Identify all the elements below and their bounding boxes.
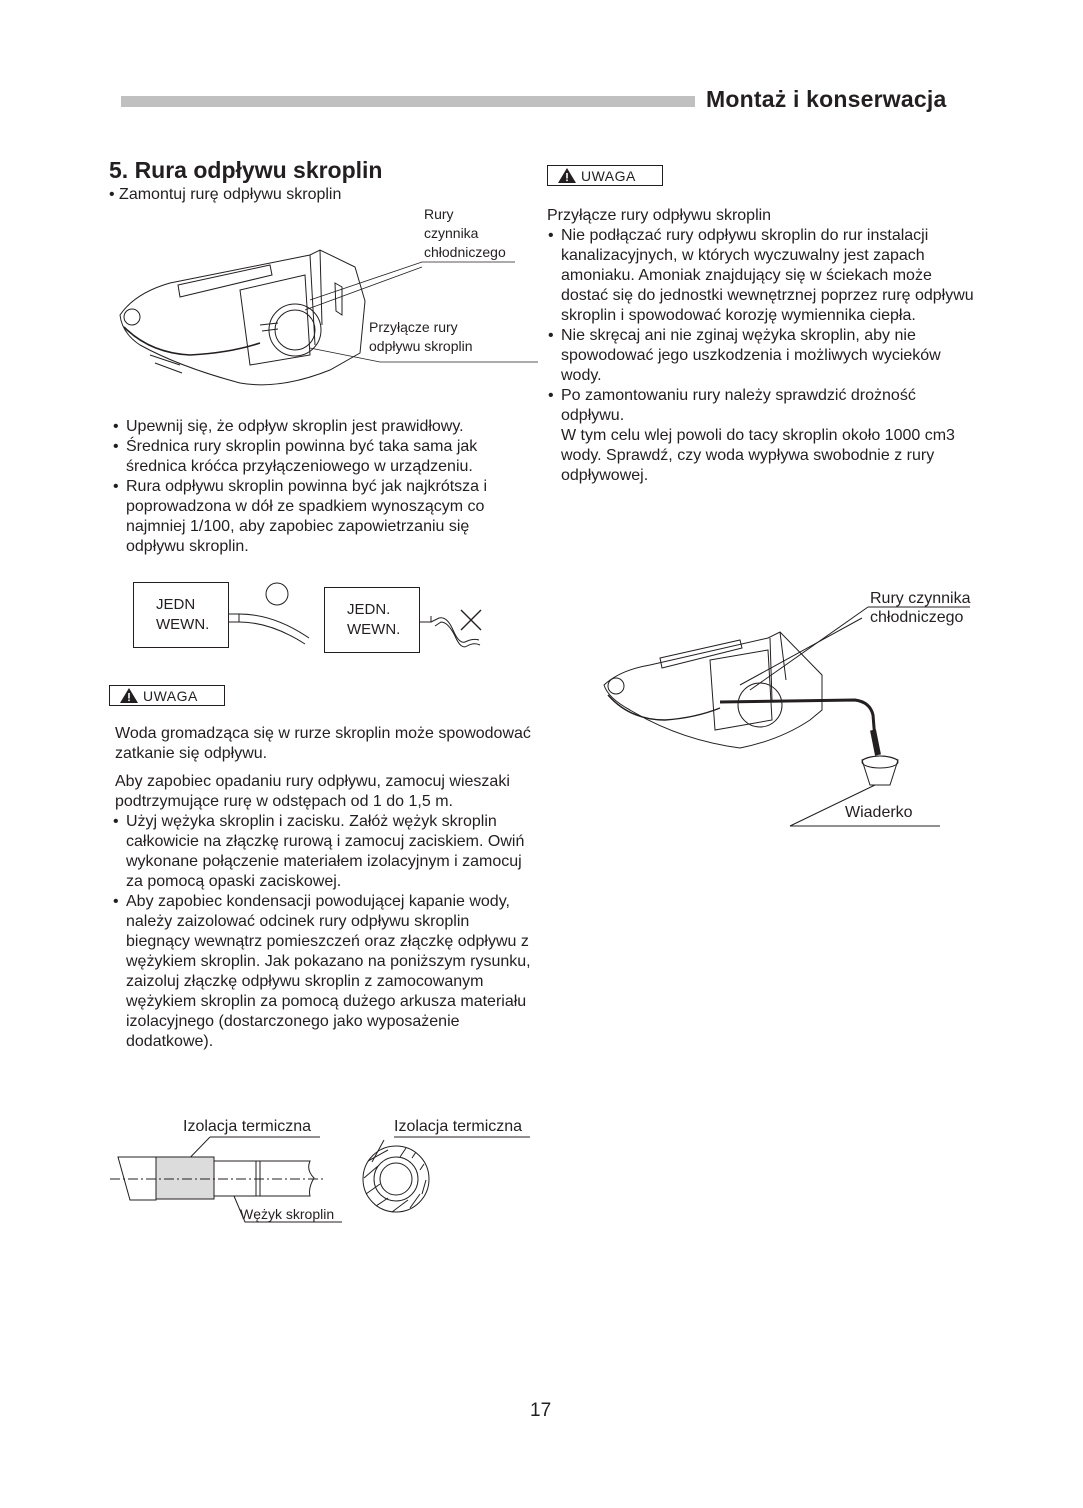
- label-insulation-section: Izolacja termiczna: [394, 1118, 523, 1135]
- warning-right-text: [547, 206, 977, 486]
- list-item: • Upewnij się, że odpływ skroplin jest prawidłowy.: [109, 417, 529, 437]
- section-subtitle: • Zamontuj rurę odpływu skroplin: [109, 186, 342, 203]
- list-item: • Po zamontowaniu rury należy sprawdzić drożność odpływu.: [544, 386, 977, 426]
- warning-triangle-icon: [558, 168, 576, 183]
- drain-test-illustration: [590, 580, 990, 830]
- paragraph: W tym celu wlej powoli do tacy skroplin około 1000 cm3 wody. Sprawdź, czy woda wypływa swobodnie z rury odpływowej.: [561, 427, 955, 484]
- header-rule: [121, 96, 695, 107]
- list-item: • Rura odpływu skroplin powinna być jak najkrótsza i poprowadzona w dół ze spadkiem wynoszącym co najmniej 1/100, aby zapobiec zapowietrzaniu się odpływu skroplin.: [109, 477, 529, 557]
- section-title: 5. Rura odpływu skroplin: [109, 157, 383, 183]
- list-item: • Aby zapobiec kondensacji powodującej kapanie wody, należy zaizolować odcinek rury odpływu skroplin biegnący wewnątrz pomieszczeń oraz złączkę odpływu z wężykiem skroplin. Jak pokazano na poniższym rysunku, zaizoluj złączkę odpływu skroplin z zamocowanym wężykiem skroplin za pomocą dużego arkusza materiału izolacyjnego (dostarczonego jako wyposażenie dodatkowe).: [109, 892, 535, 1052]
- indoor-unit-box-correct: JEDN WEWN.: [133, 582, 229, 648]
- chapter-title: Montaż i konserwacja: [706, 86, 947, 112]
- warning-badge-right: UWAGA: [547, 165, 663, 186]
- correct-mark-icon: [266, 583, 288, 605]
- paragraph: Aby zapobiec opadaniu rury odpływu, zamocuj wieszaki podtrzymujące rurę w odstępach od 1 do 1,5 m.: [115, 773, 510, 810]
- list-item: • Nie podłączać rury odpływu skroplin do rur instalacji kanalizacyjnych, w których wyczuwalny jest zapach amoniaku. Amoniak znajdujący się w ściekach może dostać się do jednostki wewnętrznej poprzez rurę odpływu skroplin i spowodować korozję wymiennika ciepła.: [544, 226, 977, 326]
- warning-heading: Przyłącze rury odpływu skroplin: [547, 207, 772, 224]
- label-refrigerant-pipes: Rury czynnika chłodniczego: [424, 206, 506, 260]
- indoor-unit-box-incorrect: JEDN. WEWN.: [324, 587, 420, 653]
- warning-triangle-icon: [120, 688, 138, 703]
- drain-requirements-list: [109, 417, 529, 557]
- insulation-diagram: [110, 1130, 540, 1230]
- warning-badge-left: UWAGA: [109, 685, 225, 706]
- label-bucket: Wiaderko: [845, 804, 913, 821]
- list-item: • Średnica rury skroplin powinna być taka sama jak średnica króćca przyłączeniowego w urządzeniu.: [109, 437, 529, 477]
- list-item: • Nie skręcaj ani nie zginaj wężyka skroplin, aby nie spowodować jego uszkodzenia i możliwych wycieków wody.: [544, 326, 977, 386]
- list-item: • Użyj wężyka skroplin i zacisku. Załóż wężyk skroplin całkowicie na złączkę rurową i zamocuj zaciskiem. Owiń wykonane połączenie materiałem izolacyjnym i zamocuj za pomocą opaski zaciskowej.: [109, 812, 535, 892]
- label-drain-hose: Wężyk skroplin: [240, 1206, 335, 1222]
- page-number: 17: [530, 1400, 552, 1421]
- label-refrigerant-pipes-2: Rury czynnika chłodniczego: [870, 590, 971, 626]
- warning-left-text: [115, 724, 535, 1052]
- drain-routing-diagram: [229, 582, 489, 662]
- label-drain-connector: Przyłącze rury odpływu skroplin: [369, 319, 473, 354]
- incorrect-mark-icon: [461, 610, 481, 630]
- label-insulation-side: Izolacja termiczna: [183, 1118, 312, 1135]
- paragraph: Woda gromadząca się w rurze skroplin może spowodować zatkanie się odpływu.: [115, 725, 531, 762]
